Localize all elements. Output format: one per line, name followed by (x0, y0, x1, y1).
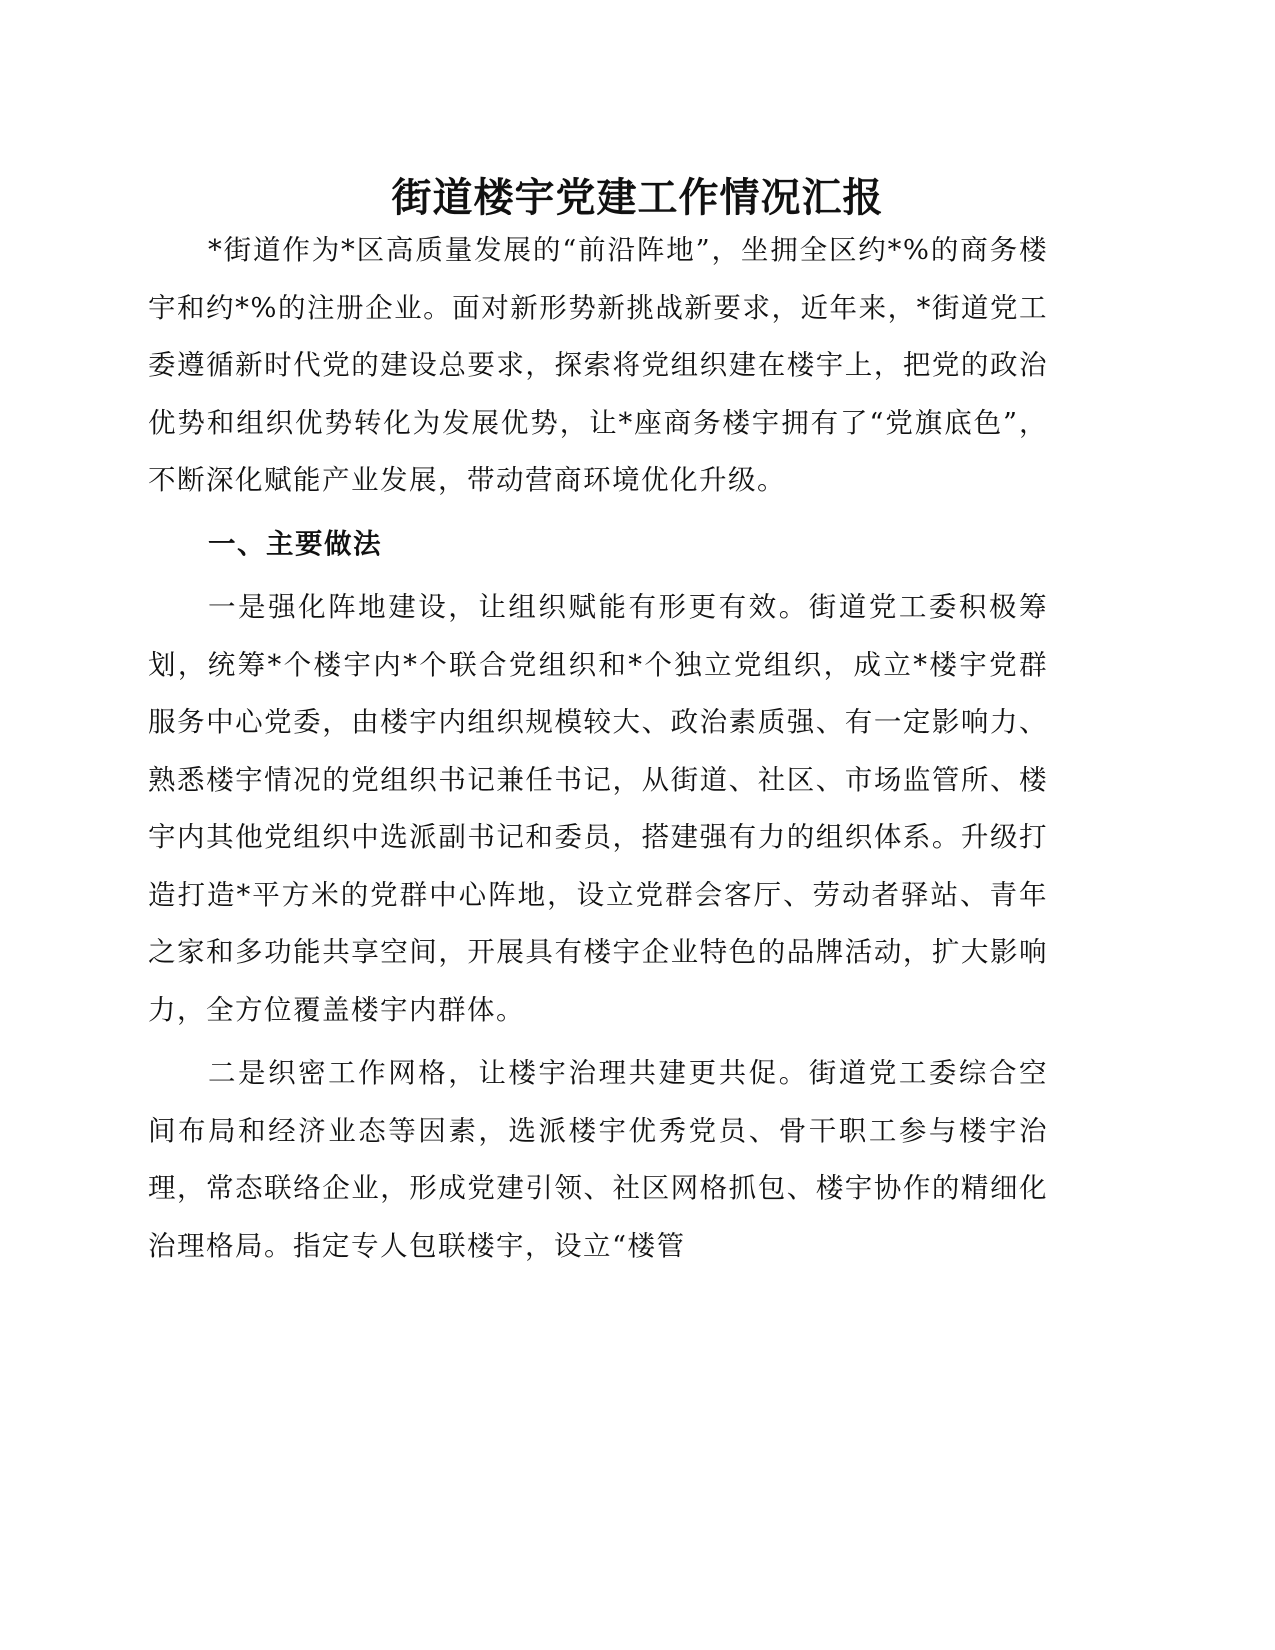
paragraph-2: 二是织密工作网格，让楼宇治理共建更共促。街道党工委综合空间布局和经济业态等因素，选派楼宇优秀党员、骨干职工参与楼宇治理，常态联络企业，形成党建引领、社区网格抓包、楼宇协作的精细化治理格局。指定专人包联楼宇，设立“楼管 (148, 1057, 1048, 1262)
paragraph-1: 一是强化阵地建设，让组织赋能有形更有效。街道党工委积极筹划，统筹*个楼宇内*个联合党组织和*个独立党组织，成立*楼宇党群服务中心党委，由楼宇内组织规模较大、政治素质强、有一定影响力、熟悉楼宇情况的党组织书记兼任书记，从街道、社区、市场监管所、楼宇内其他党组织中选派副书记和委员，搭建强有力的组织体系。升级打造打造*平方米的党群中心阵地，设立党群会客厅、劳动者驿站、青年之家和多功能共享空间，开展具有楼宇企业特色的品牌活动，扩大影响力，全方位覆盖楼宇内群体。 (148, 591, 1048, 1026)
document-body (148, 222, 1048, 1281)
document-title: 街道楼宇党建工作情况汇报 (391, 174, 884, 221)
intro-paragraph: *街道作为*区高质量发展的“前沿阵地”，坐拥全区约*%的商务楼宇和约*%的注册企业。面对新形势新挑战新要求，近年来，*街道党工委遵循新时代党的建设总要求，探索将党组织建在楼宇上，把党的政治优势和组织优势转化为发展优势，让*座商务楼宇拥有了“党旗底色”，不断深化赋能产业发展，带动营商环境优化升级。 (148, 234, 1048, 496)
section-heading: 一、主要做法 (208, 527, 382, 560)
